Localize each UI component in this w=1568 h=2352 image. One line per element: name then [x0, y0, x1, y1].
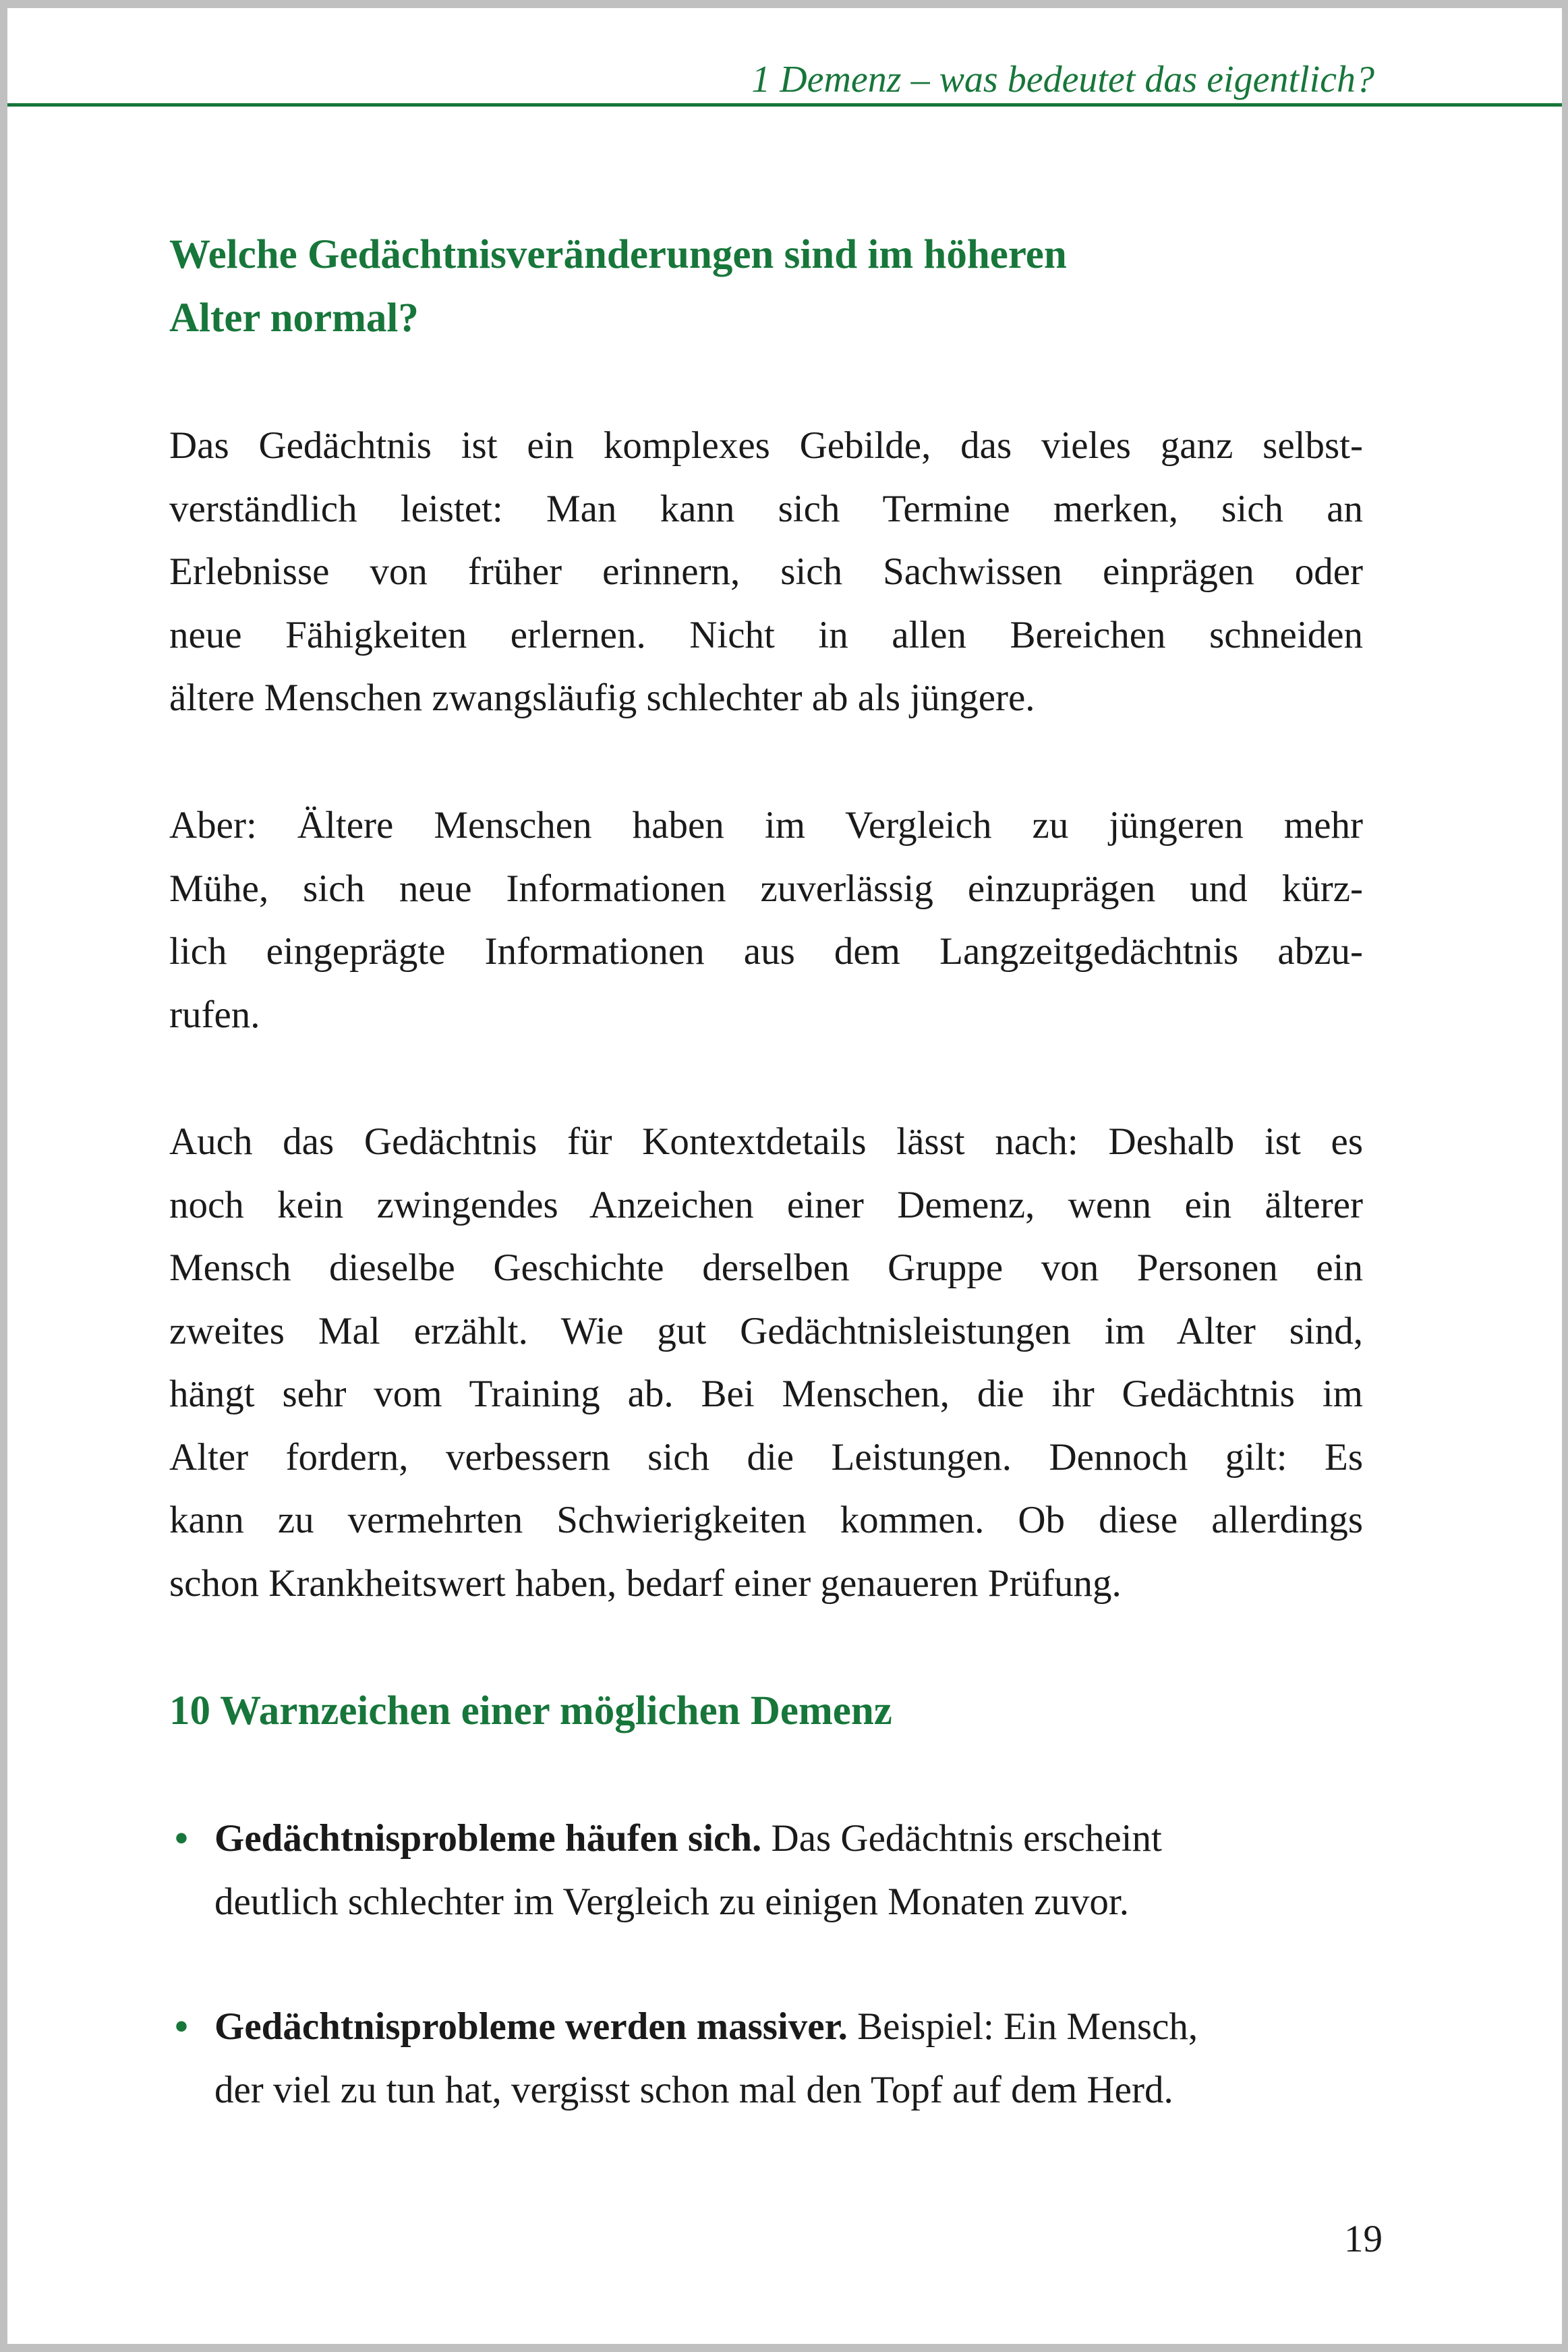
- text-line: Mühe, sich neue Informationen zuverlässig einzuprägen und kürz-: [169, 867, 1363, 910]
- bullet-text: Das Gedächtnis erscheint: [761, 1817, 1162, 1860]
- text-line: neue Fähigkeiten erlernen. Nicht in allen Bereichen schneiden: [169, 613, 1363, 656]
- text-line: lich eingeprägte Informationen aus dem Langzeitgedächtnis abzu-: [169, 930, 1363, 973]
- running-header: 1 Demenz – was bedeutet das eigentlich?: [751, 59, 1374, 101]
- text-line: ältere Menschen zwangsläufig schlechter ab als jüngere.: [169, 677, 1035, 719]
- text-line: schon Krankheitswert haben, bedarf einer genaueren Prüfung.: [169, 1561, 1122, 1605]
- text-line: kann zu vermehrten Schwierigkeiten kommen. Ob diese allerdings: [169, 1499, 1363, 1541]
- bullet-text: deutlich schlechter im Vergleich zu einigen Monaten zuvor.: [214, 1880, 1129, 1923]
- text-line: Alter fordern, verbessern sich die Leistungen. Dennoch gilt: Es: [169, 1435, 1363, 1479]
- bullet-item: [169, 1807, 1363, 1933]
- bullet-title: Gedächtnisprobleme häufen sich.: [214, 1817, 762, 1860]
- text-line: hängt sehr vom Training ab. Bei Menschen, die ihr Gedächtnis im: [169, 1373, 1363, 1415]
- section-heading: [169, 223, 1363, 349]
- document-page: [7, 8, 1562, 2344]
- paragraph: [169, 1110, 1363, 1615]
- page-number: 19: [1344, 2218, 1383, 2260]
- heading-line: Welche Gedächtnisveränderungen sind im höheren: [169, 232, 1067, 277]
- text-line: verständlich leistet: Man kann sich Termine merken, sich an: [169, 487, 1363, 530]
- header-rule: [7, 103, 1562, 107]
- text-line: Erlebnisse von früher erinnern, sich Sachwissen einprägen oder: [169, 550, 1363, 593]
- heading-text: 10 Warnzeichen einer möglichen Demenz: [169, 1688, 892, 1733]
- text-line: rufen.: [169, 993, 260, 1036]
- paragraph: [169, 414, 1363, 730]
- bullet-title: Gedächtnisprobleme werden massiver.: [214, 2005, 848, 2048]
- bullet-text: Beispiel: Ein Mensch,: [847, 2005, 1198, 2048]
- bullet-icon: •: [175, 2005, 188, 2048]
- text-line: Aber: Ältere Menschen haben im Vergleich zu jüngeren mehr: [169, 804, 1363, 847]
- text-line: Auch das Gedächtnis für Kontextdetails lässt nach: Deshalb ist es: [169, 1120, 1363, 1163]
- bullet-item: [169, 1995, 1363, 2121]
- bullet-icon: •: [175, 1817, 188, 1860]
- text-line: Mensch dieselbe Geschichte derselben Gruppe von Personen ein: [169, 1246, 1363, 1289]
- bullet-text: der viel zu tun hat, vergisst schon mal den Topf auf dem Herd.: [214, 2068, 1173, 2111]
- paragraph: [169, 794, 1363, 1046]
- text-line: Das Gedächtnis ist ein komplexes Gebilde, das vieles ganz selbst-: [169, 424, 1363, 467]
- warning-signs-heading: [169, 1680, 1363, 1743]
- heading-line: Alter normal?: [169, 295, 419, 341]
- text-line: noch kein zwingendes Anzeichen einer Demenz, wenn ein älterer: [169, 1183, 1363, 1226]
- text-line: zweites Mal erzählt. Wie gut Gedächtnisleistungen im Alter sind,: [169, 1309, 1363, 1352]
